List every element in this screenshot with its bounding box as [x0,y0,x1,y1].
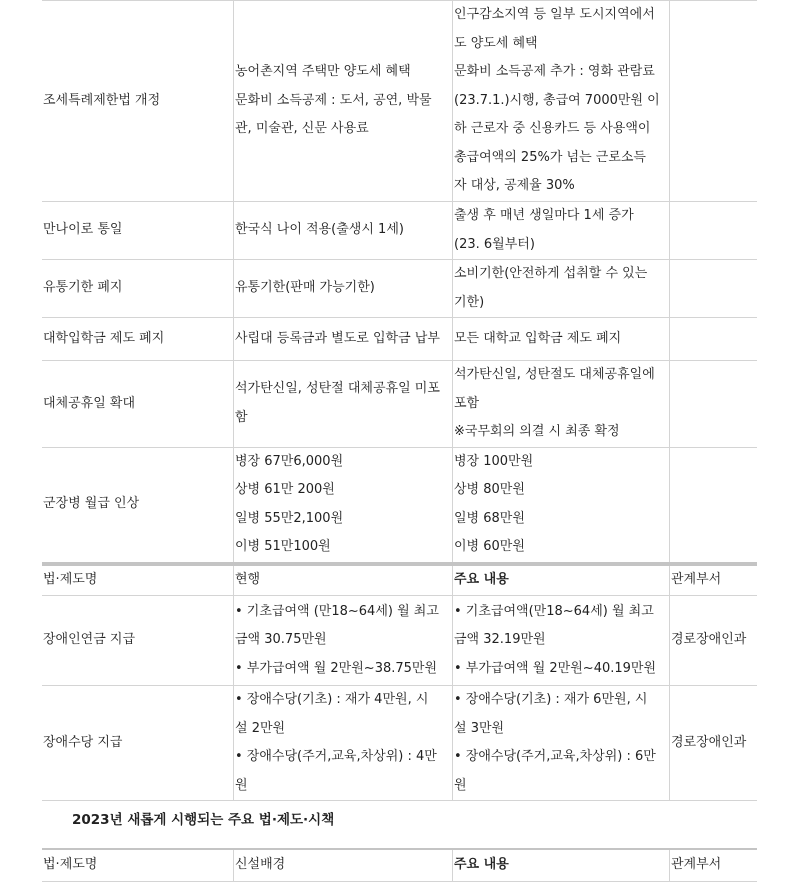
content-cell: • 기초급여액(만18~64세) 월 최고 금액 32.19만원 • 부가급여액 월 2만원~40.19만원 [453,596,670,686]
law-table-upper [42,0,757,801]
content-cell: 소비기한(안전하게 섭취할 수 있는 기한) [453,260,670,318]
header-current: 현행 [234,564,453,596]
table-header-row [42,849,757,881]
current-cell: • 기초급여액 (만18~64세) 월 최고 금액 30.75만원 • 부가급여액 월 2만원~38.75만원 [234,596,453,686]
law-table-new [42,848,757,882]
law-name-cell: 조세특례제한법 개정 [42,1,234,202]
dept-cell [670,447,758,564]
dept-cell: 경로장애인과 [670,596,758,686]
law-name-cell: 군장병 월급 인상 [42,447,234,564]
law-name-cell: 만나이로 통일 [42,202,234,260]
dept-cell: 경로장애인과 [670,686,758,801]
current-cell: 농어촌지역 주택만 양도세 혜택 문화비 소득공제 : 도서, 공연, 박물 관, 미술관, 신문 사용료 [234,1,453,202]
law-name-cell: 대체공휴일 확대 [42,361,234,448]
header-content: 주요 내용 [453,564,670,596]
table-row [42,1,757,202]
header-law-name: 법·제도명 [42,564,234,596]
law-name-cell: 유통기한 폐지 [42,260,234,318]
content-cell: 병장 100만원 상병 80만원 일병 68만원 이병 60만원 [453,447,670,564]
law-name-cell: 대학입학금 제도 폐지 [42,318,234,361]
current-cell: 사립대 등록금과 별도로 입학금 납부 [234,318,453,361]
content-cell: 인구감소지역 등 일부 도시지역에서 도 양도세 혜택 문화비 소득공제 추가 : 영화 관람료 (23.7.1.)시행, 총급여 7000만원 이 하 근로자 중 신용카드 등 사용액이 총급여액의 25%가 넘는 근로소득 자 대상, 공제율 30% [453,1,670,202]
table-header-row [42,564,757,596]
content-cell: 모든 대학교 입학금 제도 폐지 [453,318,670,361]
table-row [42,361,757,448]
dept-cell [670,361,758,448]
current-cell: 유통기한(판매 가능기한) [234,260,453,318]
law-name-cell: 장애인연금 지급 [42,596,234,686]
header-content: 주요 내용 [453,849,670,881]
content-cell: 출생 후 매년 생일마다 1세 증가 (23. 6월부터) [453,202,670,260]
header-background: 신설배경 [234,849,453,881]
dept-cell [670,202,758,260]
table-row [42,318,757,361]
header-law-name: 법·제도명 [42,849,234,881]
current-cell: 한국식 나이 적용(출생시 1세) [234,202,453,260]
dept-cell [670,1,758,202]
content-cell: 석가탄신일, 성탄절도 대체공휴일에 포함 ※국무회의 의결 시 최종 확정 [453,361,670,448]
dept-cell [670,318,758,361]
header-dept: 관계부서 [670,849,758,881]
table-row [42,596,757,686]
header-dept: 관계부서 [670,564,758,596]
current-cell: • 장애수당(기초) : 재가 4만원, 시 설 2만원 • 장애수당(주거,교육,차상위) : 4만 원 [234,686,453,801]
table-row [42,447,757,564]
table-row [42,202,757,260]
table-row [42,686,757,801]
table-row [42,260,757,318]
section-caption: 2023년 새롭게 시행되는 주요 법·제도·시책 [72,812,335,828]
content-cell: • 장애수당(기초) : 재가 6만원, 시 설 3만원 • 장애수당(주거,교육,차상위) : 6만 원 [453,686,670,801]
current-cell: 석가탄신일, 성탄절 대체공휴일 미포 함 [234,361,453,448]
dept-cell [670,260,758,318]
law-name-cell: 장애수당 지급 [42,686,234,801]
current-cell: 병장 67만6,000원 상병 61만 200원 일병 55만2,100원 이병 51만100원 [234,447,453,564]
